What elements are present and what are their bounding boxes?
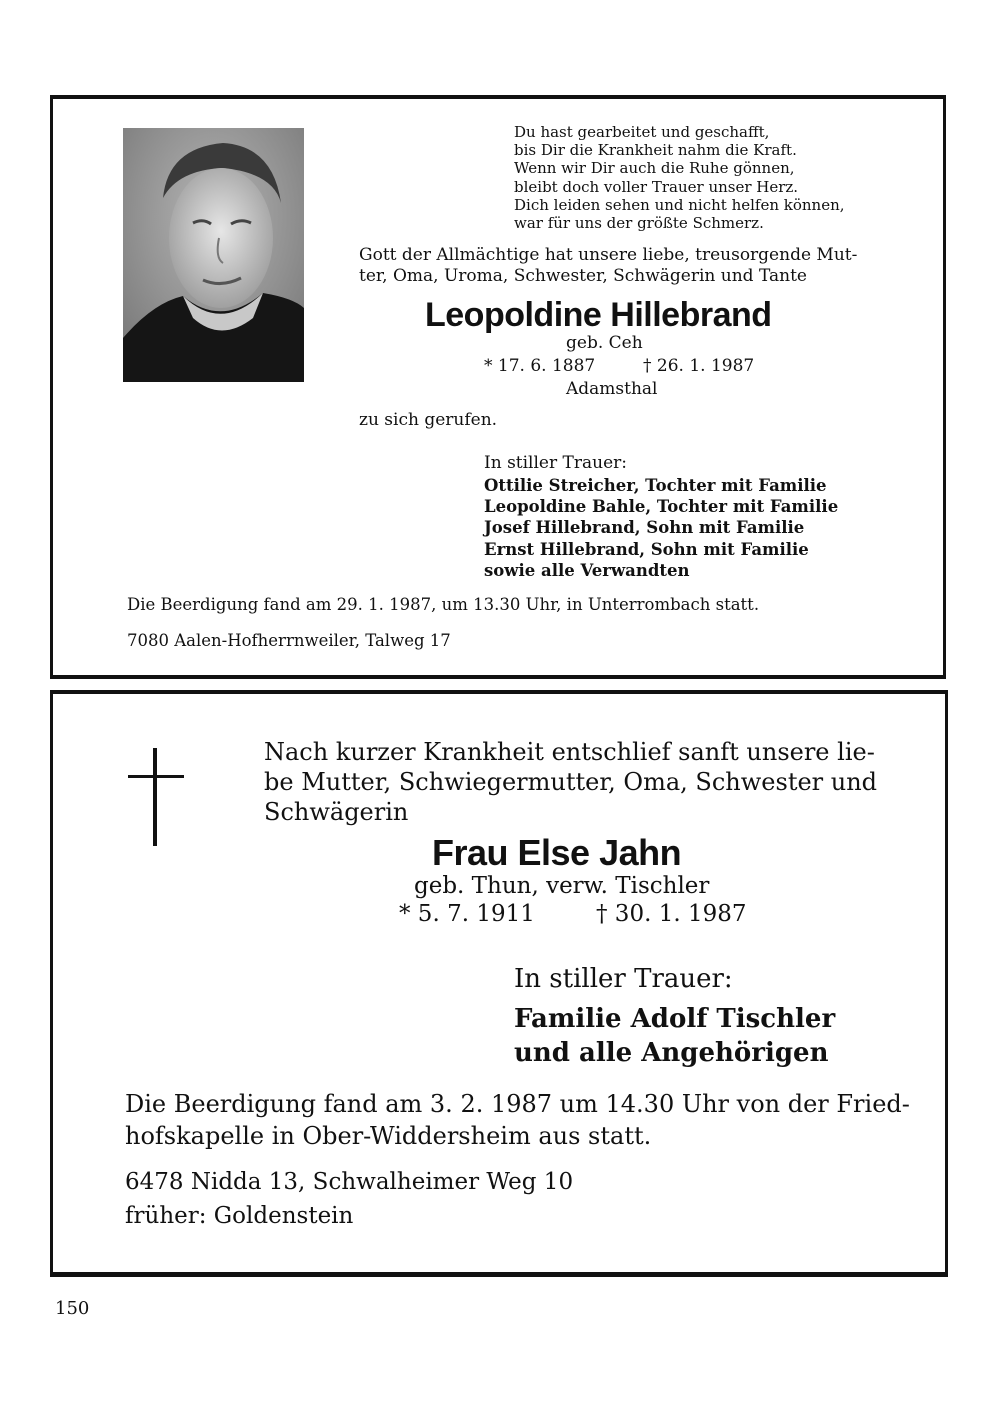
mourning-label: In stiller Trauer: bbox=[484, 453, 627, 473]
birth-date: * 5. 7. 1911 bbox=[399, 901, 535, 927]
mourner: sowie alle Verwandten bbox=[484, 560, 690, 580]
deceased-name: Leopoldine Hillebrand bbox=[425, 296, 772, 334]
mourners-list bbox=[514, 1002, 835, 1070]
mourner: Familie Adolf Tischler bbox=[514, 1004, 836, 1034]
intro-line: be Mutter, Schwiegermutter, Oma, Schwester und bbox=[264, 768, 878, 796]
deceased-name: Frau Else Jahn bbox=[432, 832, 682, 873]
mourner: und alle Angehörigen bbox=[514, 1038, 829, 1068]
mourner: Josef Hillebrand, Sohn mit Familie bbox=[484, 518, 805, 538]
mourners-list bbox=[484, 475, 838, 581]
poem bbox=[514, 123, 845, 232]
poem-line: bis Dir die Krankheit nahm die Kraft. bbox=[514, 141, 797, 160]
address: 7080 Aalen-Hofherrnweiler, Talweg 17 bbox=[127, 631, 451, 650]
funeral-info: Die Beerdigung fand am 29. 1. 1987, um 13.30 Uhr, in Unterrombach statt. bbox=[127, 595, 760, 614]
address-line: früher: Goldenstein bbox=[125, 1203, 354, 1229]
address bbox=[125, 1165, 573, 1233]
mourner: Ernst Hillebrand, Sohn mit Familie bbox=[484, 539, 809, 559]
death-date: † 26. 1. 1987 bbox=[643, 356, 755, 376]
mourning-label: In stiller Trauer: bbox=[514, 964, 733, 994]
poem-line: bleibt doch voller Trauer unser Herz. bbox=[514, 177, 799, 196]
mourner: Leopoldine Bahle, Tochter mit Familie bbox=[484, 497, 839, 517]
birthplace: Adamsthal bbox=[566, 379, 658, 399]
maiden-name: geb. Ceh bbox=[566, 333, 643, 353]
called-text: zu sich gerufen. bbox=[359, 410, 498, 430]
poem-line: Dich leiden sehen und nicht helfen können, bbox=[514, 195, 845, 214]
death-date: † 30. 1. 1987 bbox=[596, 901, 747, 927]
cross-icon bbox=[128, 748, 184, 848]
maiden-name: geb. Thun, verw. Tischler bbox=[414, 873, 710, 899]
address-line: 6478 Nidda 13, Schwalheimer Weg 10 bbox=[125, 1169, 574, 1195]
funeral-info bbox=[125, 1088, 910, 1152]
funeral-line: Die Beerdigung fand am 3. 2. 1987 um 14.30 Uhr von der Fried- bbox=[125, 1090, 910, 1118]
intro-line: ter, Oma, Uroma, Schwester, Schwägerin und Tante bbox=[359, 266, 807, 286]
poem-line: war für uns der größte Schmerz. bbox=[514, 214, 764, 233]
poem-line: Wenn wir Dir auch die Ruhe gönnen, bbox=[514, 159, 795, 178]
intro-line: Nach kurzer Krankheit entschlief sanft unsere lie- bbox=[264, 738, 875, 766]
mourner: Ottilie Streicher, Tochter mit Familie bbox=[484, 476, 827, 495]
intro-line: Schwägerin bbox=[264, 798, 409, 826]
portrait-image bbox=[123, 128, 304, 382]
page-number: 150 bbox=[55, 1298, 90, 1319]
funeral-line: hofskapelle in Ober-Widdersheim aus statt. bbox=[125, 1122, 652, 1150]
birth-date: * 17. 6. 1887 bbox=[484, 356, 596, 376]
notice1-intro bbox=[359, 245, 857, 287]
portrait-photo bbox=[123, 128, 304, 382]
intro-line: Gott der Allmächtige hat unsere liebe, treusorgende Mut- bbox=[359, 245, 858, 265]
notice2-intro bbox=[264, 737, 877, 827]
poem-line: Du hast gearbeitet und geschafft, bbox=[514, 123, 770, 141]
